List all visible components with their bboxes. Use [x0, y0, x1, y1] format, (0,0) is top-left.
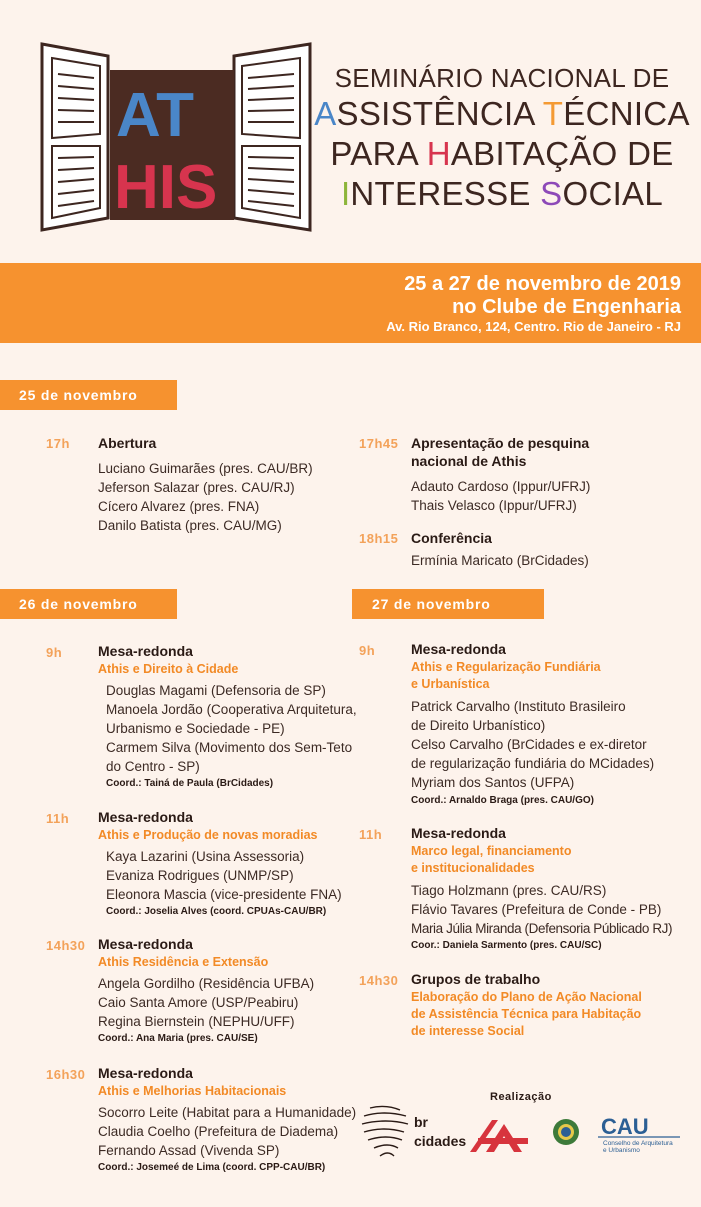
- session-subtitle: Elaboração do Plano de Ação Nacional de Assistência Técnica para Habitação de interesse Social: [411, 990, 642, 1038]
- day-27-label: 27 de novembro: [352, 589, 544, 619]
- session-title: Mesa-redonda: [411, 825, 506, 841]
- day-26-label: 26 de novembro: [0, 589, 177, 619]
- time-17h45: 17h45: [359, 436, 399, 451]
- session-title: Grupos de trabalho: [411, 971, 541, 987]
- session-people: Patrick Carvalho (Instituto Brasileiro de Direito Urbanístico) Celso Carvalho (BrCidades e ex-diretor de regularização fundiária do MCidades) Myriam dos Santos (UFPA): [411, 699, 655, 790]
- title-line-1: SEMINÁRIO NACIONAL DE: [334, 63, 670, 93]
- conferencia-title: Conferência: [411, 530, 492, 546]
- time-17h: 17h: [46, 436, 70, 451]
- time-14h30: 14h30: [359, 973, 399, 988]
- athis-window-logo: [38, 42, 314, 232]
- time-11h: 11h: [46, 811, 70, 826]
- session-title: Mesa-redonda: [98, 1065, 193, 1081]
- session-coordinator: Coord.: Joselia Alves (coord. CPUAs-CAU/BR): [106, 906, 327, 917]
- brcidades-logo-text: br cidades: [414, 1114, 467, 1149]
- logo-at: AT: [116, 81, 195, 150]
- title-line-2: ASSISTÊNCIA TÉCNICA: [314, 95, 690, 132]
- abertura-title: Abertura: [98, 435, 157, 451]
- time-9h: 9h: [46, 645, 63, 660]
- session-title: Mesa-redonda: [98, 809, 193, 825]
- session-coordinator: Coor.: Daniela Sarmento (pres. CAU/SC): [411, 940, 602, 951]
- event-info-band: [0, 263, 701, 343]
- title-line-4: INTERESSE SOCIAL: [340, 175, 664, 212]
- government-seal-icon: [551, 1117, 581, 1147]
- time-18h15: 18h15: [359, 531, 399, 546]
- session-people: Douglas Magami (Defensoria de SP) Manoela Jordão (Cooperativa Arquitetura, Urbanismo e Sociedade - PE) Carmem Silva (Movimento dos Sem-Teto do Centro - SP): [106, 683, 357, 774]
- session-people: Socorro Leite (Habitat para a Humanidade) Claudia Coelho (Prefeitura de Diadema) Fernando Assad (Vivenda SP): [98, 1105, 357, 1158]
- day-25-label: 25 de novembro: [0, 380, 177, 410]
- session-subtitle: Athis Residência e Extensão: [98, 955, 269, 969]
- aec-logo-icon: [468, 1116, 534, 1154]
- pesquisa-people: Adauto Cardoso (Ippur/UFRJ) Thais Velasco (Ippur/UFRJ): [411, 479, 591, 513]
- time-16h30: 16h30: [46, 1067, 86, 1082]
- time-11h: 11h: [359, 827, 383, 842]
- time-14h30: 14h30: [46, 938, 86, 953]
- session-coordinator: Coord.: Tainá de Paula (BrCidades): [106, 778, 274, 789]
- session-subtitle: Athis e Regularização Fundiária e Urbanística: [411, 660, 601, 691]
- cau-logo-subtitle: Conselho de Arquitetura e Urbanismo: [603, 1140, 673, 1154]
- session-people: Tiago Holzmann (pres. CAU/RS) Flávio Tavares (Prefeitura de Conde - PB) Maria Júlia Miranda (Defensoria Públicado RJ): [411, 883, 673, 936]
- logo-his: HIS: [114, 153, 218, 222]
- session-subtitle: Athis e Direito à Cidade: [98, 662, 239, 676]
- cau-logo-text: CAU: [601, 1114, 649, 1139]
- time-9h: 9h: [359, 643, 376, 658]
- session-people: Angela Gordilho (Residência UFBA) Caio Santa Amore (USP/Peabiru) Regina Biernstein (NEPHU/UFF): [98, 976, 315, 1029]
- session-coordinator: Coord.: Arnaldo Braga (pres. CAU/GO): [411, 795, 594, 806]
- realizacao-label: Realização: [490, 1091, 552, 1103]
- pesquisa-title: Apresentação de pesquina nacional de Athis: [411, 435, 590, 469]
- conferencia-people: Ermínia Maricato (BrCidades): [411, 553, 589, 568]
- title-line-3: PARA HABITAÇÃO DE: [330, 135, 674, 172]
- session-title: Mesa-redonda: [411, 641, 506, 657]
- session-subtitle: Marco legal, financiamento e institucionalidades: [411, 844, 572, 875]
- session-subtitle: Athis e Produção de novas moradias: [98, 828, 318, 842]
- session-coordinator: Coord.: Josemeé de Lima (coord. CPP-CAU/BR): [98, 1162, 326, 1173]
- session-people: Kaya Lazarini (Usina Assessoria) Evaniza Rodrigues (UNMP/SP) Eleonora Mascia (vice-presidente FNA): [106, 849, 342, 902]
- event-address: Av. Rio Branco, 124, Centro. Rio de Janeiro - RJ: [386, 319, 681, 334]
- session-coordinator: Coord.: Ana Maria (pres. CAU/SE): [98, 1033, 258, 1044]
- session-subtitle: Athis e Melhorias Habitacionais: [98, 1084, 287, 1098]
- abertura-people: Luciano Guimarães (pres. CAU/BR) Jeferson Salazar (pres. CAU/RJ) Cícero Alvarez (pres. FNA) Danilo Batista (pres. CAU/MG): [98, 461, 313, 533]
- event-title: [312, 62, 692, 214]
- session-title: Mesa-redonda: [98, 936, 193, 952]
- session-title: Mesa-redonda: [98, 643, 193, 659]
- event-dates-venue: 25 a 27 de novembro de 2019 no Clube de Engenharia: [404, 273, 681, 318]
- brcidades-logo-icon: [360, 1102, 412, 1162]
